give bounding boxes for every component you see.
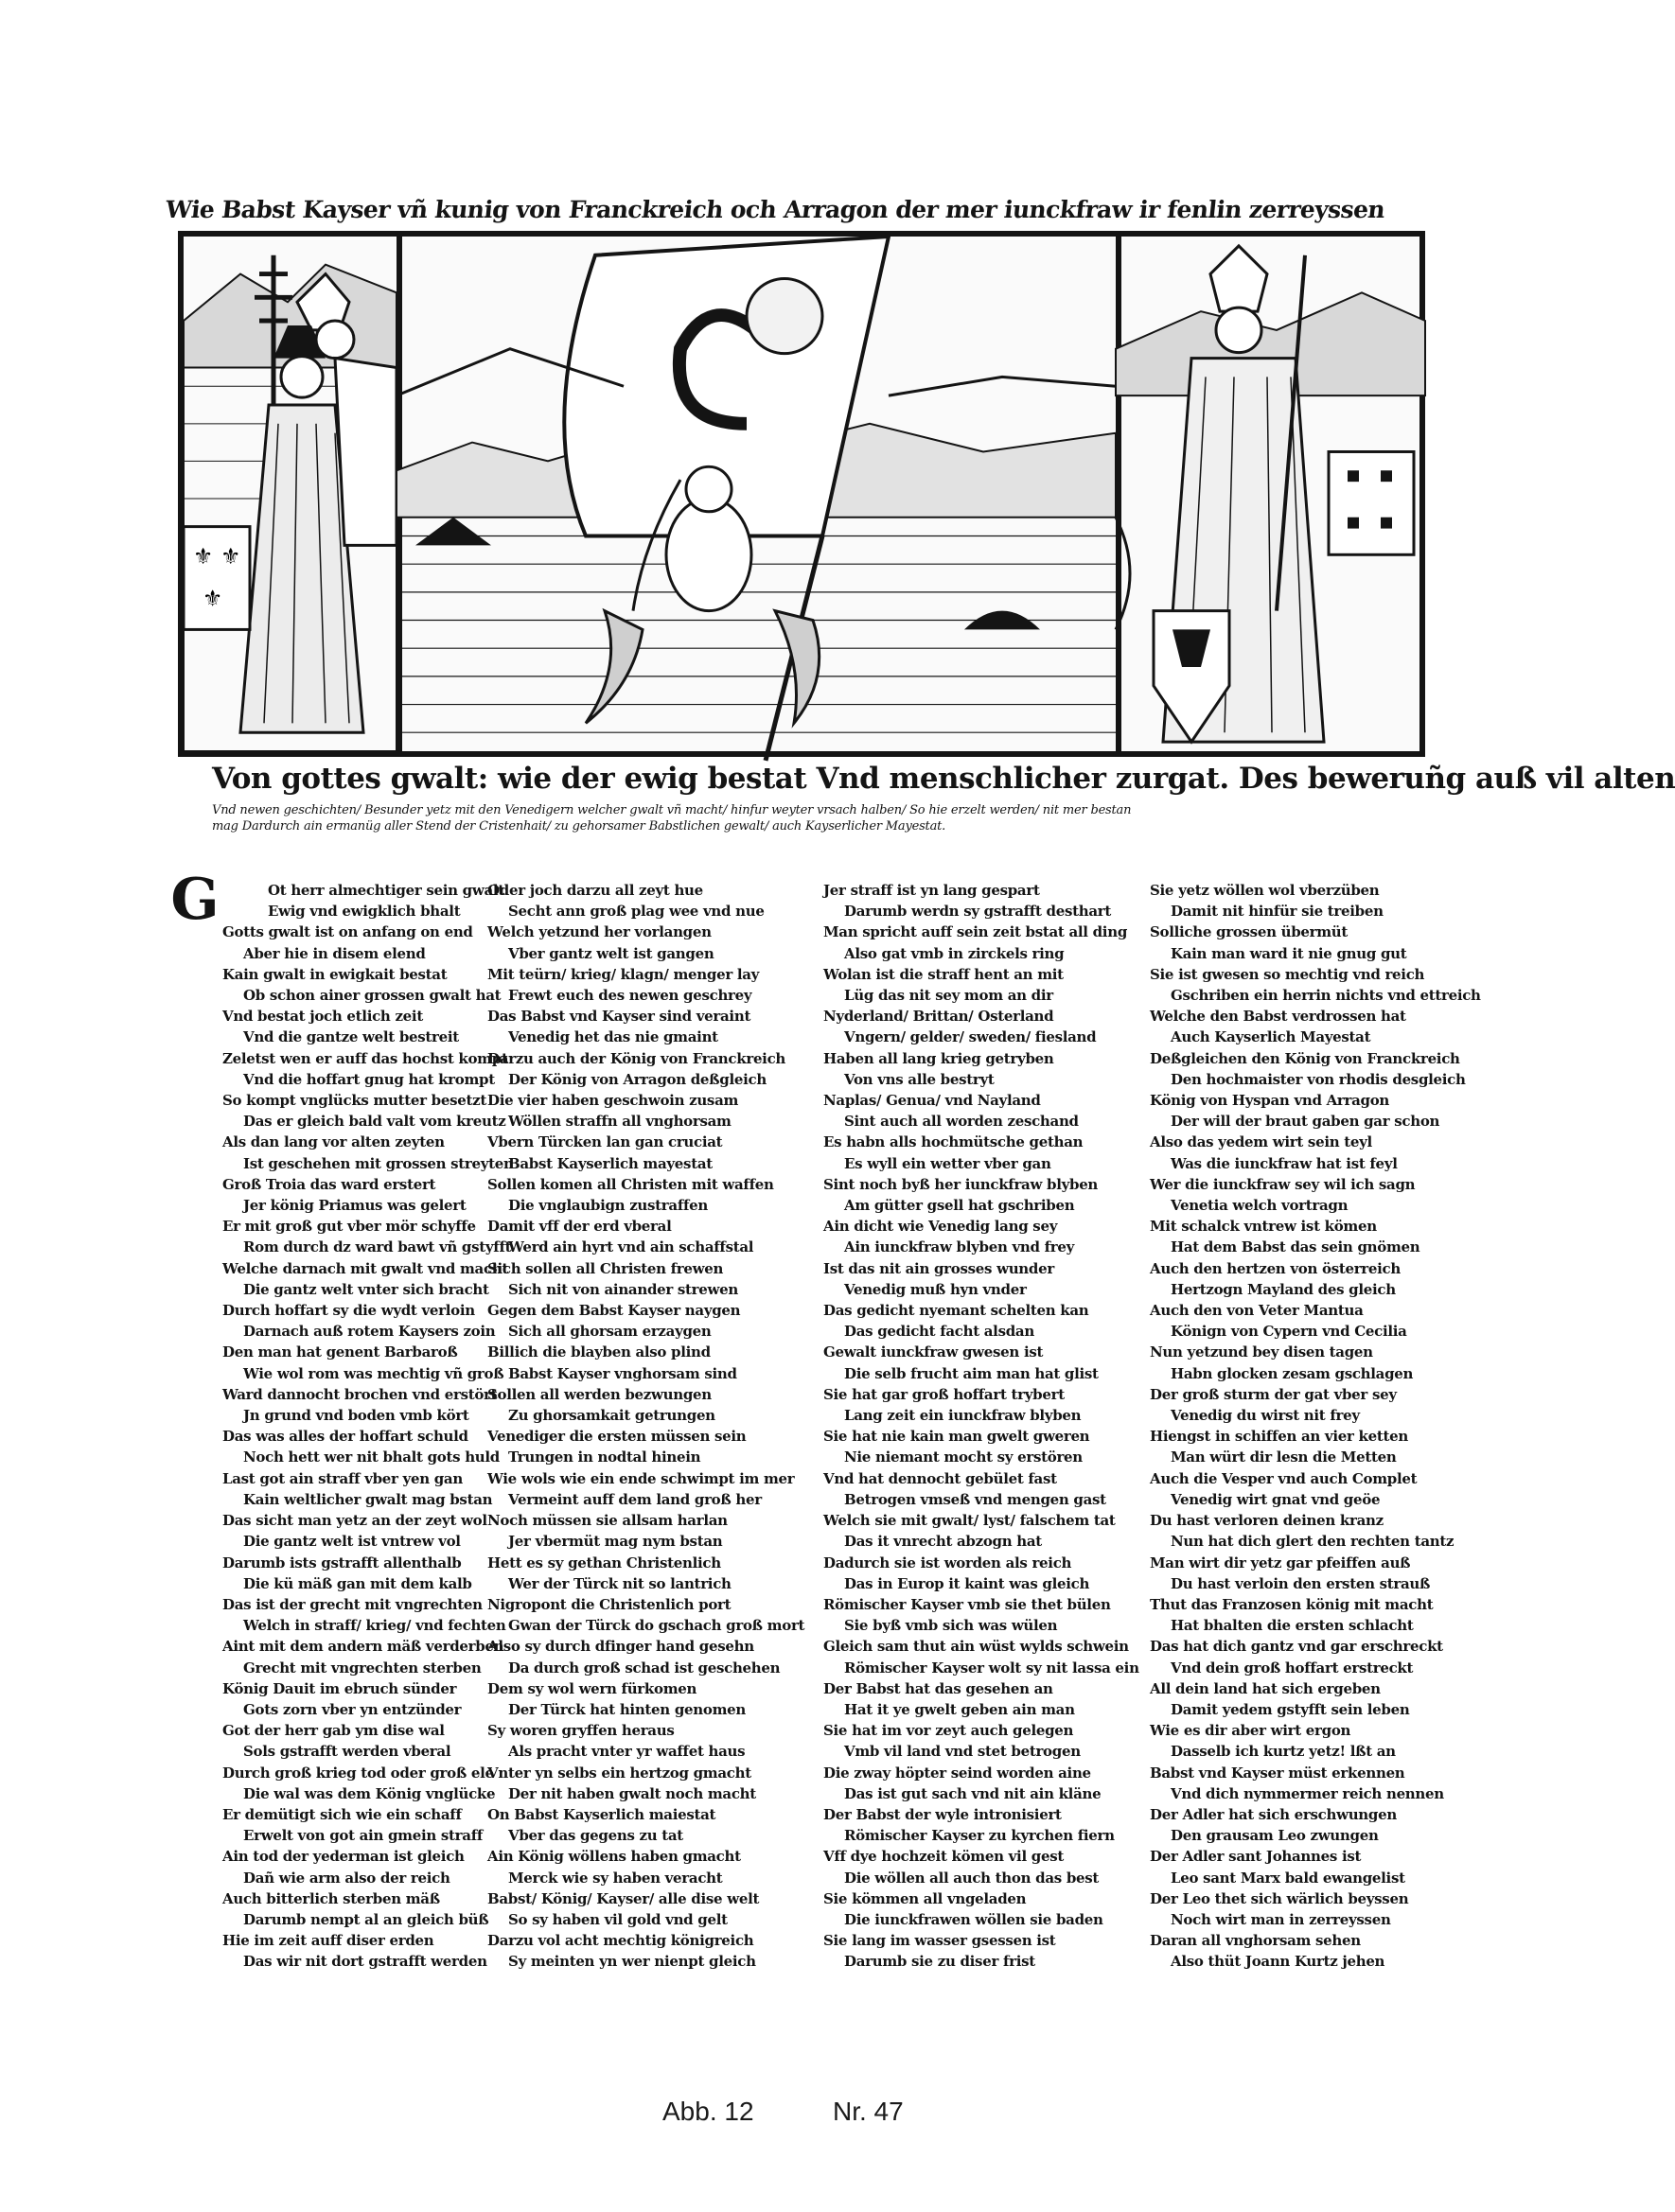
verse-line: Man würt dir lesn die Metten [1171, 1448, 1397, 1466]
verse-line: Welche darnach mit gwalt vnd macht [222, 1259, 509, 1277]
verse-line: Die iunckfrawen wöllen sie baden [844, 1910, 1103, 1928]
verse-line: Sy meinten yn wer nienpt gleich [508, 1953, 756, 1971]
verse-line: Kain gwalt in ewigkait bestat [222, 965, 448, 983]
intro-line: Vnd newen geschichten/ Besunder yetz mit den Venedigern welcher gwalt vñ macht/ hinfur weyter vrsach halben/ So hie erzelt werden/ nit mer bestan [212, 803, 1132, 817]
verse-line: Das ist der grecht mit vngrechten [222, 1595, 483, 1613]
verse-line: Der Adler sant Johannes ist [1150, 1848, 1362, 1866]
verse-line: Sollen all werden bezwungen [487, 1385, 712, 1403]
verse-line: Dañ wie arm also der reich [243, 1869, 450, 1887]
verse-line: Das gedicht nyemant schelten kan [823, 1302, 1089, 1320]
verse-line: Am gütter gsell hat gschriben [844, 1197, 1075, 1215]
verse-line: Got der herr gab ym dise wal [222, 1722, 445, 1740]
verse-line: Vngern/ gelder/ sweden/ fiesland [844, 1028, 1097, 1046]
verse-line: Aber hie in disem elend [243, 944, 426, 962]
verse-line: Hat dem Babst das sein gnömen [1171, 1238, 1420, 1256]
verse-line: Jer straff ist yn lang gespart [823, 882, 1040, 899]
verse-line: Also thüt Joann Kurtz jehen [1171, 1953, 1385, 1971]
verse-line: Ain König wöllens haben gmacht [487, 1848, 741, 1866]
verse-line: Gewalt iunckfraw gwesen ist [823, 1343, 1044, 1361]
verse-line: Sie yetz wöllen wol vberzüben [1150, 882, 1380, 899]
verse-line: Daran all vnghorsam sehen [1150, 1932, 1361, 1950]
verse-line: Man spricht auff sein zeit bstat all ding [823, 923, 1128, 941]
verse-line: Den grausam Leo zwungen [1171, 1827, 1379, 1845]
verse-line: Das sicht man yetz an der zeyt wol [222, 1512, 487, 1530]
verse-line: Hertzogn Mayland des gleich [1171, 1280, 1396, 1298]
verse-line: Trungen in nodtal hinein [508, 1448, 701, 1466]
verse-line: Als pracht vnter yr waffet haus [508, 1743, 746, 1761]
verse-line: On Babst Kayserlich maiestat [487, 1805, 716, 1823]
verse-line: Wer die iunckfraw sey wil ich sagn [1150, 1175, 1416, 1193]
verse-line: Römischer Kayser vmb sie thet bülen [823, 1595, 1111, 1613]
verse-line: Lang zeit ein iunckfraw blyben [844, 1407, 1082, 1425]
verse-line: Darumb nempt al an gleich büß [243, 1910, 489, 1928]
verse-line: Du hast verloren deinen kranz [1150, 1512, 1384, 1530]
verse-line: Betrogen vmseß vnd mengen gast [844, 1490, 1106, 1508]
verse-line: Darnach auß rotem Kaysers zoin [243, 1323, 496, 1341]
verse-line: Habn glocken zesam gschlagen [1171, 1364, 1414, 1382]
figure-label: Abb. 12 [662, 2097, 754, 2126]
verse-line: Hie im zeit auff diser erden [222, 1932, 434, 1950]
verse-line: Der Türck hat hinten genomen [508, 1700, 746, 1718]
verse-line: Babst Kayser vnghorsam sind [508, 1364, 737, 1382]
verse-line: Man wirt dir yetz gar pfeiffen auß [1150, 1554, 1411, 1571]
verse-line: Mit teürn/ krieg/ klagn/ menger lay [487, 965, 760, 983]
verse-line: Das it vnrecht abzogn hat [844, 1533, 1042, 1551]
verse-line: Darzu vol acht mechtig königreich [487, 1932, 754, 1950]
verse-line: Der Adler hat sich erschwungen [1150, 1805, 1397, 1823]
verse-line: Kain man ward it nie gnug gut [1171, 944, 1407, 962]
verse-line: Aint mit dem andern mäß verderben [222, 1638, 504, 1656]
verse-line: Das ist gut sach vnd nit ain kläne [844, 1784, 1102, 1802]
verse-line: Sie hat nie kain man gwelt gweren [823, 1428, 1090, 1446]
verse-line: Also gat vmb in zirckels ring [844, 944, 1065, 962]
verse-line: Ward dannocht brochen vnd erstört [222, 1385, 498, 1403]
verse-line: Grecht mit vngrechten sterben [243, 1659, 482, 1677]
verse-line: Nie niemant mocht sy erstören [844, 1448, 1083, 1466]
verse-line: Das gedicht facht alsdan [844, 1323, 1034, 1341]
verse-line: Vber gantz welt ist gangen [508, 944, 714, 962]
verse-line: Hat it ye gwelt geben ain man [844, 1700, 1075, 1718]
verse-line: Darzu auch der König von Franckreich [487, 1049, 786, 1067]
verse-line: Welch sie mit gwalt/ lyst/ falschem tat [823, 1512, 1116, 1530]
verse-line: Oder joch darzu all zeyt hue [487, 882, 703, 899]
verse-line: Haben all lang krieg getryben [823, 1049, 1054, 1067]
verse-line: Das wir nit dort gstrafft werden [243, 1953, 487, 1971]
verse-line: Die vier haben geschwoin zusam [487, 1092, 739, 1110]
poem-column-2 [487, 880, 805, 1973]
verse-line: Zeletst wen er auff das hochst kompt [222, 1049, 508, 1067]
verse-line: Vnd die hoffart gnug hat krompt [243, 1070, 495, 1088]
verse-line: Sich sollen all Christen frewen [487, 1259, 724, 1277]
verse-line: Gleich sam thut ain wüst wylds schwein [823, 1638, 1129, 1656]
verse-line: Welche den Babst verdrossen hat [1150, 1008, 1406, 1026]
verse-line: König von Hyspan vnd Arragon [1150, 1092, 1390, 1110]
woodcut-panel-mermaid-banner [397, 237, 1121, 751]
verse-line: Wöllen straffn all vnghorsam [508, 1113, 732, 1131]
verse-line: Babst Kayserlich mayestat [508, 1154, 713, 1172]
verse-line: Wie wols wie ein ende schwimpt im mer [487, 1469, 795, 1487]
verse-line: Du hast verloin den ersten strauß [1171, 1574, 1431, 1592]
verse-line: Damit yedem gstyfft sein leben [1171, 1700, 1410, 1718]
verse-line: Gschriben ein herrin nichts vnd ettreich [1171, 987, 1481, 1005]
verse-line: Es wyll ein wetter vber gan [844, 1154, 1051, 1172]
verse-line: Damit nit hinfür sie treiben [1171, 903, 1384, 921]
verse-line: Ob schon ainer grossen gwalt hat [243, 987, 502, 1005]
verse-line: Sy woren gryffen heraus [487, 1722, 675, 1740]
verse-line: Vnd dich nymmermer reich nennen [1171, 1784, 1444, 1802]
verse-line: Venedig het das nie gmaint [508, 1028, 718, 1046]
verse-line: Vnd hat dennocht gebület fast [823, 1469, 1057, 1487]
verse-line: Vnd die gantze welt bestreit [243, 1028, 459, 1046]
verse-line: Darumb sie zu diser frist [844, 1953, 1035, 1971]
woodcut-panel-pope-emperor [184, 237, 402, 751]
verse-line: Das was alles der hoffart schuld [222, 1428, 468, 1446]
verse-line: Werd ain hyrt vnd ain schaffstal [508, 1238, 754, 1256]
woodcut-panel-kings-arms [1116, 237, 1425, 751]
verse-line: Vbern Türcken lan gan cruciat [487, 1133, 723, 1151]
verse-line: Die kü mäß gan mit dem kalb [243, 1574, 472, 1592]
poem-column-3 [823, 880, 1139, 1973]
verse-line: Billich die blayben also plind [487, 1343, 711, 1361]
verse-line: Es habn alls hochmütsche gethan [823, 1133, 1084, 1151]
verse-line: Römischer Kayser wolt sy nit lassa ein [844, 1659, 1139, 1677]
verse-line: Ain tod der yederman ist gleich [222, 1848, 465, 1866]
verse-line: Last got ain straff vber yen gan [222, 1469, 463, 1487]
verse-line: Die gantz welt vnter sich bracht [243, 1280, 489, 1298]
verse-line: Von vns alle bestryt [844, 1070, 995, 1088]
verse-line: Was die iunckfraw hat ist feyl [1171, 1154, 1398, 1172]
verse-line: Auch die Vesper vnd auch Complet [1150, 1469, 1418, 1487]
verse-line: Merck wie sy haben veracht [508, 1869, 723, 1887]
verse-line: Auch Kayserlich Mayestat [1171, 1028, 1371, 1046]
verse-line: Ain iunckfraw blyben vnd frey [844, 1238, 1075, 1256]
verse-line: Als dan lang vor alten zeyten [222, 1133, 445, 1151]
verse-line: Durch groß krieg tod oder groß ele [222, 1764, 494, 1782]
verse-line: Die vnglaubign zustraffen [508, 1197, 708, 1215]
verse-line: Die selb frucht aim man hat glist [844, 1364, 1099, 1382]
verse-line: So sy haben vil gold vnd gelt [508, 1910, 728, 1928]
verse-line: Der will der braut gaben gar schon [1171, 1113, 1440, 1131]
verse-line: Den man hat genent Barbaroß [222, 1343, 458, 1361]
verse-line: Sie lang im wasser gsessen ist [823, 1932, 1056, 1950]
verse-line: Ist geschehen mit grossen streyten [243, 1154, 514, 1172]
verse-line: Hat bhalten die ersten schlacht [1171, 1617, 1414, 1635]
verse-line: Auch den hertzen von österreich [1150, 1259, 1401, 1277]
verse-line: König Dauit im ebruch sünder [222, 1679, 457, 1697]
woodcut-illustration [178, 231, 1425, 757]
verse-line: Da durch groß schad ist geschehen [508, 1659, 781, 1677]
verse-line: Wolan ist die straff hent an mit [823, 965, 1064, 983]
verse-line: Der Babst hat das gesehen an [823, 1679, 1053, 1697]
verse-line: Lüg das nit sey mom an dir [844, 987, 1053, 1005]
verse-line: Der groß sturm der gat vber sey [1150, 1385, 1397, 1403]
verse-line: Sie byß vmb sich was wülen [844, 1617, 1058, 1635]
verse-line: Vber das gegens zu tat [508, 1827, 683, 1845]
verse-line: Damit vff der erd vberal [487, 1218, 672, 1236]
page-title: Wie Babst Kayser vñ kunig von Franckreich och Arragon der mer iunckfraw ir fenlin zerreyssen [164, 196, 1386, 223]
verse-line: Das in Europ it kaint was gleich [844, 1574, 1090, 1592]
verse-line: Sie kömmen all vngeladen [823, 1889, 1027, 1907]
drop-cap: G [170, 867, 220, 933]
verse-line: Ist das nit ain grosses wunder [823, 1259, 1054, 1277]
subheading: Von gottes gwalt: wie der ewig bestat Vnd menschlicher zurgat. Des beweruñg auß vil alten [212, 762, 1675, 796]
verse-line: Babst/ König/ Kayser/ alle dise welt [487, 1889, 760, 1907]
verse-line: Das hat dich gantz vnd gar erschreckt [1150, 1638, 1443, 1656]
verse-line: Nun yetzund bey disen tagen [1150, 1343, 1373, 1361]
verse-line: Er mit groß gut vber mör schyffe [222, 1218, 476, 1236]
verse-line: Noch hett wer nit bhalt gots huld [243, 1448, 500, 1466]
verse-line: Wer der Türck nit so lantrich [508, 1574, 732, 1592]
poem-column-4 [1150, 880, 1481, 1973]
verse-line: Gwan der Türck do gschach groß mort [508, 1617, 805, 1635]
verse-line: Gots zorn vber yn entzünder [243, 1700, 462, 1718]
verse-line: Mit schalck vntrew ist kömen [1150, 1218, 1377, 1236]
verse-line: Könign von Cypern vnd Cecilia [1171, 1323, 1407, 1341]
verse-line: Venedig wirt gnat vnd geöe [1171, 1490, 1381, 1508]
verse-line: Gegen dem Babst Kayser naygen [487, 1302, 741, 1320]
verse-line: Dem sy wol wern fürkomen [487, 1679, 697, 1697]
verse-line: Sollen komen all Christen mit waffen [487, 1175, 774, 1193]
intro-line: mag Dardurch ain ermanüg aller Stend der Cristenhait/ zu gehorsamer Babstlichen gewalt/ auch Kayserlicher Mayestat. [212, 819, 946, 834]
verse-line: Welch in straff/ krieg/ vnd fechten [243, 1617, 506, 1635]
verse-line: Sich all ghorsam erzaygen [508, 1323, 712, 1341]
verse-line: Hiengst in schiffen an vier ketten [1150, 1428, 1408, 1446]
verse-line: Ain dicht wie Venedig lang sey [823, 1218, 1058, 1236]
verse-line: Also das yedem wirt sein teyl [1150, 1133, 1372, 1151]
verse-line: Babst vnd Kayser müst erkennen [1150, 1764, 1405, 1782]
verse-line: Römischer Kayser zu kyrchen fiern [844, 1827, 1115, 1845]
verse-line: Die wal was dem König vnglücke [243, 1784, 496, 1802]
verse-line: Jn grund vnd boden vmb kört [243, 1407, 469, 1425]
verse-line: Vnd bestat joch etlich zeit [222, 1008, 423, 1026]
verse-line: Vermeint auff dem land groß her [508, 1490, 762, 1508]
verse-line: Gotts gwalt ist on anfang on end [222, 923, 473, 941]
verse-line: Nigropont die Christenlich port [487, 1595, 732, 1613]
verse-line: Also sy durch dfinger hand gesehn [487, 1638, 754, 1656]
verse-line: Sie ist gwesen so mechtig vnd reich [1150, 965, 1425, 983]
verse-line: Sint auch all worden zeschand [844, 1113, 1079, 1131]
verse-line: Erwelt von got ain gmein straff [243, 1827, 484, 1845]
verse-line: Das Babst vnd Kayser sind veraint [487, 1008, 751, 1026]
verse-line: Die gantz welt ist vntrew vol [243, 1533, 461, 1551]
verse-line: Sint noch byß her iunckfraw blyben [823, 1175, 1099, 1193]
verse-line: Den hochmaister von rhodis desgleich [1171, 1070, 1466, 1088]
verse-line: Kain weltlicher gwalt mag bstan [243, 1490, 493, 1508]
verse-line: Welch yetzund her vorlangen [487, 923, 712, 941]
verse-line: Die wöllen all auch thon das best [844, 1869, 1100, 1887]
verse-line: Noch wirt man in zerreyssen [1171, 1910, 1391, 1928]
verse-line: Jer könig Priamus was gelert [243, 1197, 467, 1215]
verse-line: Vnd dein groß hoffart erstreckt [1171, 1659, 1414, 1677]
verse-line: Dadurch sie ist worden als reich [823, 1554, 1072, 1571]
intro-text [212, 802, 1433, 834]
verse-line: Ot herr almechtiger sein gwalt [268, 882, 504, 899]
verse-line: Wie es dir aber wirt ergon [1150, 1722, 1351, 1740]
verse-line: Nun hat dich glert den rechten tantz [1171, 1533, 1455, 1551]
verse-line: Solliche grossen übermüt [1150, 923, 1349, 941]
verse-line: Dasselb ich kurtz yetz! lßt an [1171, 1743, 1396, 1761]
verse-line: Der nit haben gwalt noch macht [508, 1784, 756, 1802]
svg-text:⚜ ⚜: ⚜ ⚜ [193, 543, 241, 571]
verse-line: Rom durch dz ward bawt vñ gstyfft [243, 1238, 512, 1256]
verse-line: Frewt euch des newen geschrey [508, 987, 752, 1005]
verse-line: Darumb werdn sy gstrafft desthart [844, 903, 1111, 921]
verse-line: Zu ghorsamkait getrungen [508, 1407, 715, 1425]
verse-line: Noch müssen sie allsam harlan [487, 1512, 728, 1530]
verse-line: Die zway höpter seind worden aine [823, 1764, 1091, 1782]
verse-line: Venedig muß hyn vnder [844, 1280, 1027, 1298]
verse-line: Vnter yn selbs ein hertzog gmacht [487, 1764, 751, 1782]
catalog-number: Nr. 47 [833, 2097, 904, 2126]
verse-line: Groß Troia das ward erstert [222, 1175, 436, 1193]
verse-line: Deßgleichen den König von Franckreich [1150, 1049, 1460, 1067]
verse-line: Venedig du wirst nit frey [1171, 1407, 1360, 1425]
verse-line: Der Leo thet sich wärlich beyssen [1150, 1889, 1409, 1907]
verse-line: Der König von Arragon deßgleich [508, 1070, 767, 1088]
verse-line: Sie hat im vor zeyt auch gelegen [823, 1722, 1074, 1740]
verse-line: Leo sant Marx bald ewangelist [1171, 1869, 1405, 1887]
verse-line: Hett es sy gethan Christenlich [487, 1554, 721, 1571]
verse-line: Auch bitterlich sterben mäß [222, 1889, 440, 1907]
verse-line: Naplas/ Genua/ vnd Nayland [823, 1092, 1041, 1110]
verse-line: Ewig vnd ewigklich bhalt [268, 903, 461, 921]
verse-line: Nyderland/ Brittan/ Osterland [823, 1008, 1054, 1026]
verse-line: Thut das Franzosen könig mit macht [1150, 1595, 1434, 1613]
verse-line: All dein land hat sich ergeben [1150, 1679, 1381, 1697]
verse-line: Venediger die ersten müssen sein [487, 1428, 747, 1446]
verse-line: Venetia welch vortragn [1171, 1197, 1349, 1215]
verse-line: Wie wol rom was mechtig vñ groß [243, 1364, 504, 1382]
verse-line: Sich nit von ainander strewen [508, 1280, 738, 1298]
verse-line: Secht ann groß plag wee vnd nue [508, 903, 765, 921]
verse-line: Vmb vil land vnd stet betrogen [844, 1743, 1081, 1761]
verse-line: Das er gleich bald valt vom kreutz [243, 1113, 506, 1131]
verse-line: Er demütigt sich wie ein schaff [222, 1805, 462, 1823]
verse-line: Darumb ists gstrafft allenthalb [222, 1554, 462, 1571]
verse-line: Der Babst der wyle intronisiert [823, 1805, 1062, 1823]
verse-line: Sie hat gar groß hoffart trybert [823, 1385, 1065, 1403]
verse-line: So kompt vnglücks mutter besetzt [222, 1092, 486, 1110]
verse-line: Durch hoffart sy die wydt verloin [222, 1302, 475, 1320]
verse-line: Jer vbermüt mag nym bstan [508, 1533, 723, 1551]
verse-line: Vff dye hochzeit kömen vil gest [823, 1848, 1064, 1866]
verse-line: Sols gstrafft werden vberal [243, 1743, 451, 1761]
verse-line: Auch den von Veter Mantua [1150, 1302, 1364, 1320]
svg-text:⚜: ⚜ [203, 585, 223, 612]
